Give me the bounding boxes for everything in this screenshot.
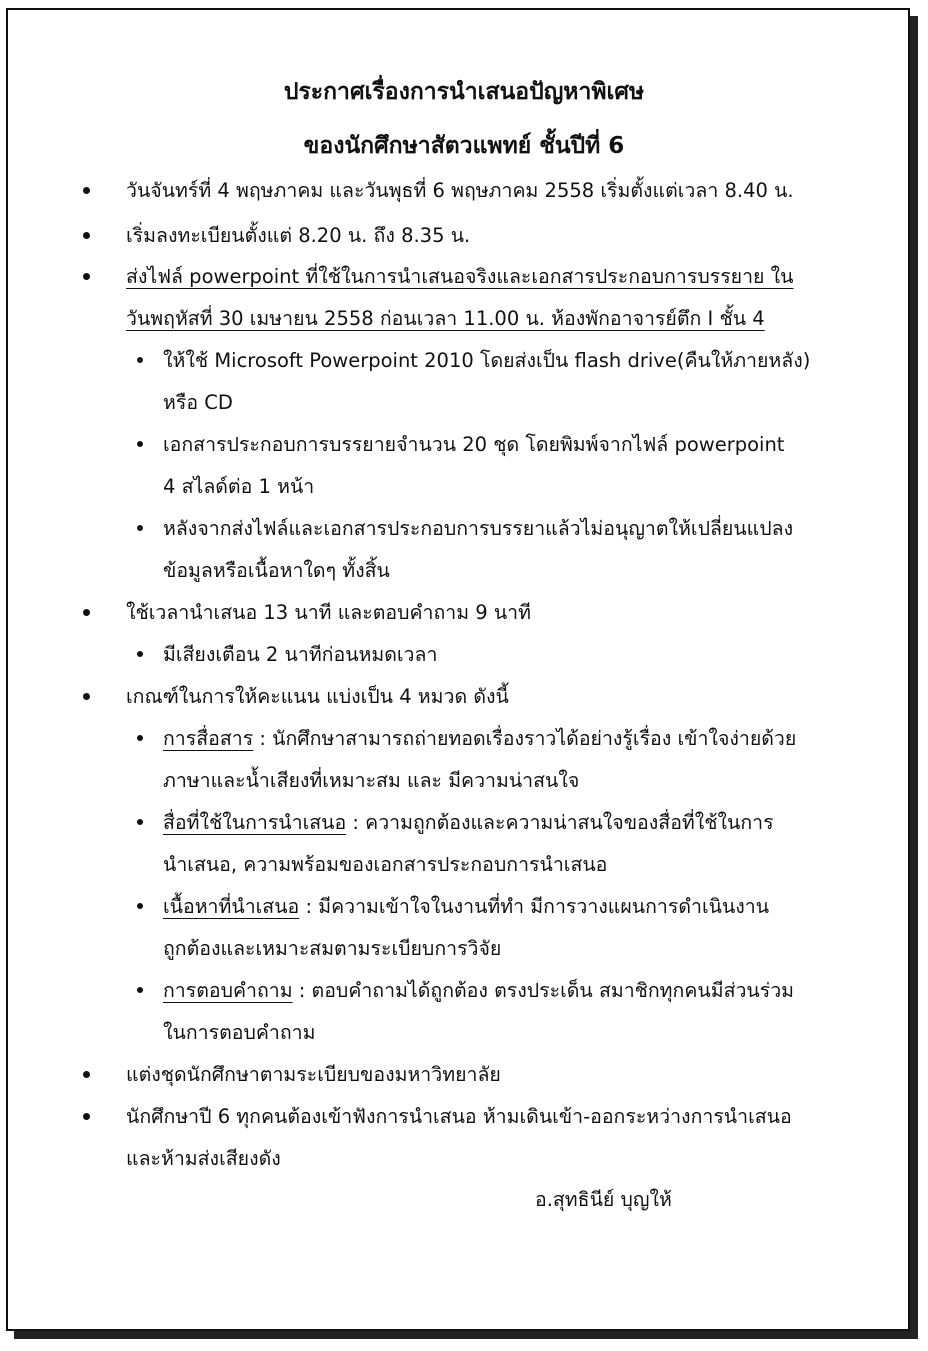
criteria-content	[163, 892, 769, 922]
item-submit-line-1: ส่งไฟล์ powerpoint ที่ใช้ในการนำเสนอจริงและเอกสารประกอบการบรรยาย ใน	[126, 265, 794, 288]
sub-item-nochange-line-1: หลังจากส่งไฟล์และเอกสารประกอบการบรรยาแล้วไม่อนุญาตให้เปลี่ยนแปลง	[163, 517, 794, 540]
sub-item-doc-line-2: 4 สไลด์ต่อ 1 หน้า	[163, 475, 315, 498]
item-time: ใช้เวลานำเสนอ 13 นาที และตอบคำถาม 9 นาที	[126, 601, 531, 624]
sub-item-ppt-line-1: ให้ใช้ Microsoft Powerpoint 2010 โดยส่งเป็น flash drive(คืนให้ภายหลัง)	[163, 349, 811, 372]
sub-item-ppt-line-2: หรือ CD	[163, 391, 233, 414]
sub-bullet-icon	[137, 735, 143, 741]
item-dress: แต่งชุดนักศึกษาตามระเบียบของมหาวิทยาลัย	[126, 1063, 501, 1086]
criteria-qa	[163, 976, 794, 1006]
item-date: วันจันทร์ที่ 4 พฤษภาคม และวันพุธที่ 6 พฤษภาคม 2558 เริ่มตั้งแต่เวลา 8.40 น.	[126, 179, 794, 202]
criteria-qa-line-2: ในการตอบคำถาม	[163, 1021, 316, 1044]
bullet-icon	[83, 1113, 90, 1120]
bullet-icon	[83, 232, 90, 239]
criteria-media-line-2: นำเสนอ, ความพร้อมของเอกสารประกอบการนำเสนอ	[163, 853, 608, 876]
signature: อ.สุทธินีย์ บุญให้	[535, 1188, 672, 1211]
sub-item-nochange-line-2: ข้อมูลหรือเนื้อหาใดๆ ทั้งสิ้น	[163, 559, 390, 582]
item-submit-line-2: วันพฤหัสที่ 30 เมษายน 2558 ก่อนเวลา 11.00 น. ห้องพักอาจารย์ตึก I ชั้น 4	[126, 307, 765, 330]
sub-bullet-icon	[137, 357, 143, 363]
criteria-communication	[163, 724, 796, 754]
sub-bullet-icon	[137, 651, 143, 657]
item-attend-line-2: และห้ามส่งเสียงดัง	[126, 1147, 281, 1170]
criteria-media-label: สื่อที่ใช้ในการนำเสนอ	[163, 811, 347, 834]
bullet-icon	[83, 609, 90, 616]
sub-bullet-icon	[137, 903, 143, 909]
criteria-qa-text: : ตอบคำถามได้ถูกต้อง ตรงประเด็น สมาชิกทุกคนมีส่วนร่วม	[292, 979, 795, 1002]
item-register: เริ่มลงทะเบียนตั้งแต่ 8.20 น. ถึง 8.35 น.	[126, 224, 471, 247]
sub-item-doc-line-1: เอกสารประกอบการบรรยายจำนวน 20 ชุด โดยพิมพ์จากไฟล์ powerpoint	[163, 433, 785, 456]
title-line-1: ประกาศเรื่องการนำเสนอปัญหาพิเศษ	[283, 79, 645, 105]
bullet-icon	[83, 273, 90, 280]
criteria-media	[163, 808, 774, 838]
criteria-communication-line-2: ภาษาและน้ำเสียงที่เหมาะสม และ มีความน่าสนใจ	[163, 769, 580, 792]
sub-item-warning: มีเสียงเตือน 2 นาทีก่อนหมดเวลา	[163, 643, 438, 666]
sub-bullet-icon	[137, 987, 143, 993]
item-attend-line-1: นักศึกษาปี 6 ทุกคนต้องเข้าฟังการนำเสนอ ห้ามเดินเข้า-ออกระหว่างการนำเสนอ	[126, 1105, 792, 1128]
outer-border	[6, 8, 910, 1331]
criteria-media-text: : ความถูกต้องและความน่าสนใจของสื่อที่ใช้ในการ	[346, 811, 774, 834]
criteria-communication-label: การสื่อสาร	[163, 727, 254, 750]
criteria-content-line-2: ถูกต้องและเหมาะสมตามระเบียบการวิจัย	[163, 937, 502, 960]
bullet-icon	[83, 693, 90, 700]
sub-bullet-icon	[137, 525, 143, 531]
criteria-content-text: : มีความเข้าใจในงานที่ทำ มีการวางแผนการดำเนินงาน	[299, 895, 770, 918]
bullet-icon	[83, 187, 90, 194]
sub-bullet-icon	[137, 819, 143, 825]
item-criteria: เกณฑ์ในการให้คะแนน แบ่งเป็น 4 หมวด ดังนี้	[126, 685, 509, 708]
bullet-icon	[83, 1071, 90, 1078]
criteria-qa-label: การตอบคำถาม	[163, 979, 293, 1002]
criteria-communication-text: : นักศึกษาสามารถถ่ายทอดเรื่องราวได้อย่างรู้เรื่อง เข้าใจง่ายด้วย	[253, 727, 797, 750]
title-line-2: ของนักศึกษาสัตวแพทย์ ชั้นปีที่ 6	[303, 133, 625, 159]
sub-bullet-icon	[137, 441, 143, 447]
criteria-content-label: เนื้อหาที่นำเสนอ	[163, 895, 300, 918]
